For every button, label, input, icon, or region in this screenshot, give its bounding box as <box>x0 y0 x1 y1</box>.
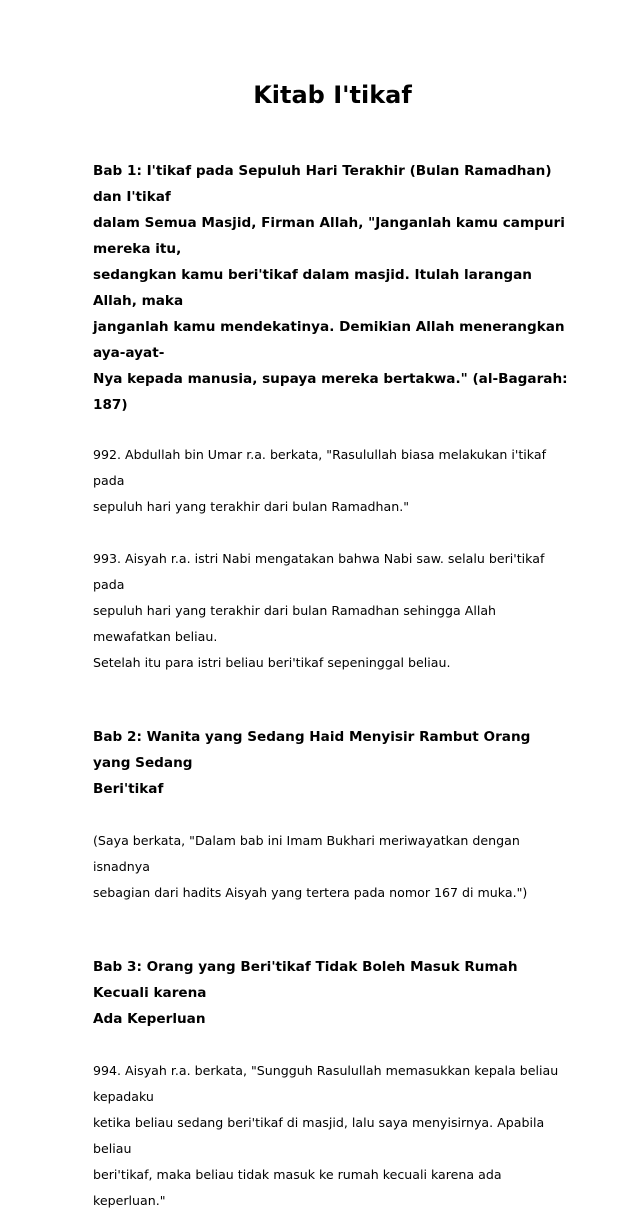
document-title: Kitab I'tikaf <box>253 81 412 109</box>
paragraph-line: sepuluh hari yang terakhir dari bulan Ramadhan sehingga Allah mewafatkan beliau. <box>93 603 497 644</box>
heading-line: Bab 1: I'tikaf pada Sepuluh Hari Terakhir (Bulan Ramadhan) dan I'tikaf <box>93 163 552 205</box>
paragraph-line: sebagian dari hadits Aisyah yang tertera pada nomor 167 di muka.") <box>93 885 528 900</box>
heading-line: Bab 2: Wanita yang Sedang Haid Menyisir Rambut Orang yang Sedang <box>93 729 531 771</box>
section-heading <box>93 724 568 802</box>
paragraph-line: 992. Abdullah bin Umar r.a. berkata, "Rasulullah biasa melakukan i'tikaf pada <box>93 447 547 488</box>
heading-line: dalam Semua Masjid, Firman Allah, "Janganlah kamu campuri mereka itu, <box>93 215 565 257</box>
section-bab-2 <box>93 724 568 906</box>
section-bab-3 <box>93 954 568 1214</box>
hadith-paragraph <box>93 546 568 676</box>
section-heading <box>93 158 568 418</box>
paragraph-line: Setelah itu para istri beliau beri'tikaf sepeninggal beliau. <box>93 655 451 670</box>
section-bab-1 <box>93 158 568 676</box>
paragraph-line: 994. Aisyah r.a. berkata, "Sungguh Rasulullah memasukkan kepala beliau kepadaku <box>93 1063 559 1104</box>
paragraph-line: (Saya berkata, "Dalam bab ini Imam Bukhari meriwayatkan dengan isnadnya <box>93 833 520 874</box>
section-heading <box>93 954 568 1032</box>
heading-line: Ada Keperluan <box>93 1011 206 1027</box>
paragraph-line: beri'tikaf, maka beliau tidak masuk ke rumah kecuali karena ada keperluan." <box>93 1167 502 1208</box>
paragraph-line: ketika beliau sedang beri'tikaf di masjid, lalu saya menyisirnya. Apabila beliau <box>93 1115 545 1156</box>
paragraph-line: 993. Aisyah r.a. istri Nabi mengatakan bahwa Nabi saw. selalu beri'tikaf pada <box>93 551 545 592</box>
paragraph-line: sepuluh hari yang terakhir dari bulan Ramadhan." <box>93 499 410 514</box>
heading-line: Beri'tikaf <box>93 781 164 797</box>
heading-line: Bab 3: Orang yang Beri'tikaf Tidak Boleh Masuk Rumah Kecuali karena <box>93 959 518 1001</box>
heading-line: sedangkan kamu beri'tikaf dalam masjid. Itulah larangan Allah, maka <box>93 267 532 309</box>
hadith-paragraph <box>93 442 568 520</box>
heading-line: janganlah kamu mendekatinya. Demikian Allah menerangkan aya-ayat- <box>93 319 565 361</box>
heading-line: Nya kepada manusia, supaya mereka bertakwa." (al-Bagarah: 187) <box>93 371 568 413</box>
hadith-paragraph <box>93 1058 568 1214</box>
note-paragraph <box>93 828 568 906</box>
